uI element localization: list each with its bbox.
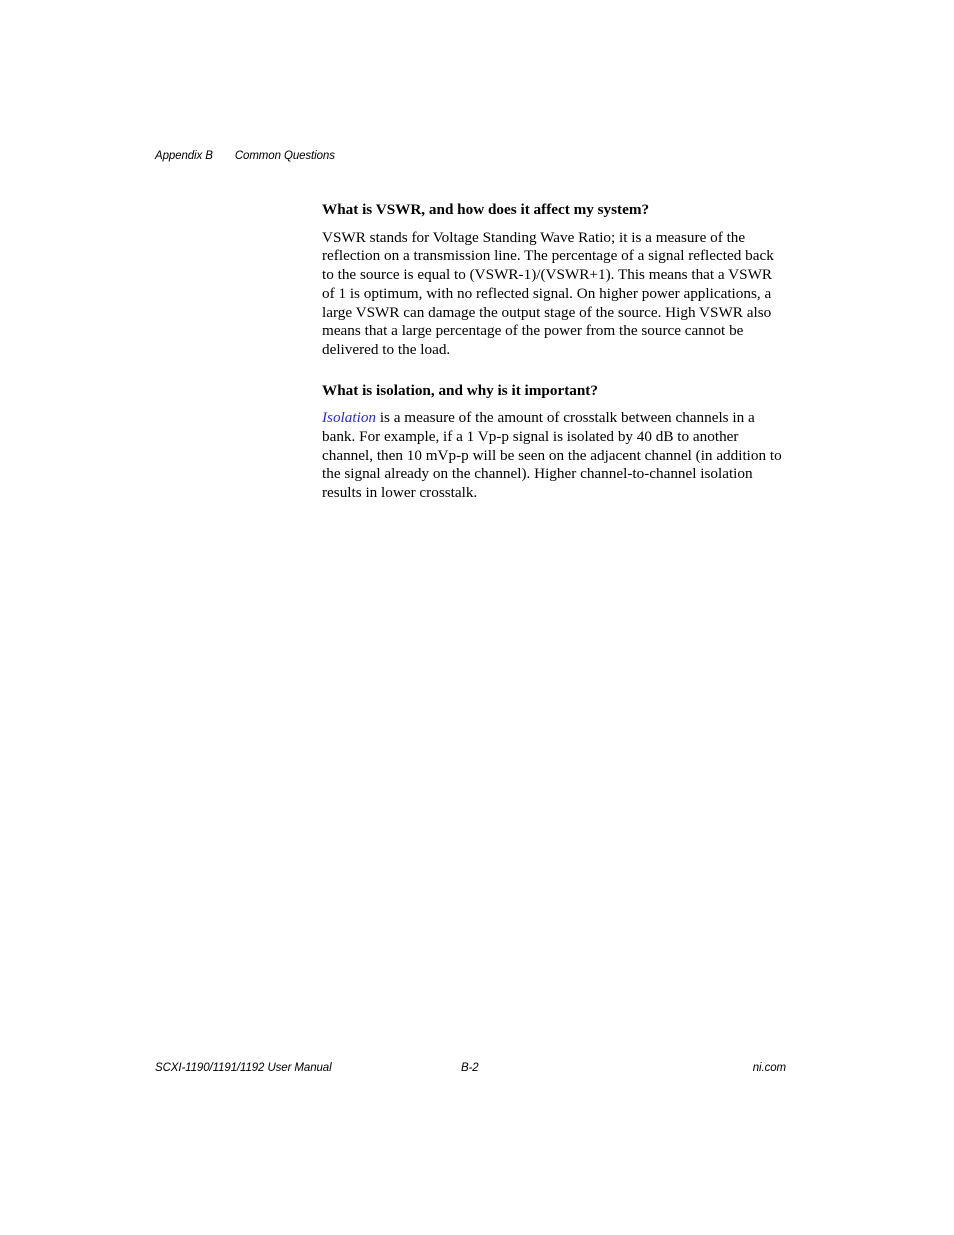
running-header <box>155 150 335 162</box>
appendix-label: Appendix B <box>155 150 213 162</box>
chapter-title: Common Questions <box>234 150 335 162</box>
answer-vswr: VSWR stands for Voltage Standing Wave Ratio; it is a measure of the reflection on a transmission line. The percentage of a signal reflected back to the source is equal to (VSWR-1)/(VSWR+1). This means that a VSWR of 1 is optimum, with no reflected signal. On higher power applications, a large VSWR can damage the output stage of the source. High VSWR also means that a large percentage of the power from the source cannot be delivered to the load. <box>322 228 774 358</box>
footer-page-number: B-2 <box>461 1062 479 1074</box>
footer-website: ni.com <box>752 1062 786 1074</box>
main-content <box>322 201 788 525</box>
question-isolation: What is isolation, and why is it important? <box>322 381 598 399</box>
isolation-glossary-link[interactable]: Isolation <box>322 409 377 427</box>
question-vswr: What is VSWR, and how does it affect my system? <box>322 201 650 218</box>
footer-manual-title: SCXI-1190/1191/1192 User Manual <box>155 1062 332 1074</box>
answer-isolation <box>322 409 788 503</box>
answer-isolation-text: is a measure of the amount of crosstalk between channels in a bank. For example, if a 1 Vp-p signal is isolated by 40 dB to another channel, then 10 mVp-p will be seen on the adjacent channel (in addition to the signal already on the channel). Higher channel-to-channel isolation results in lower crosstalk. <box>322 409 782 502</box>
